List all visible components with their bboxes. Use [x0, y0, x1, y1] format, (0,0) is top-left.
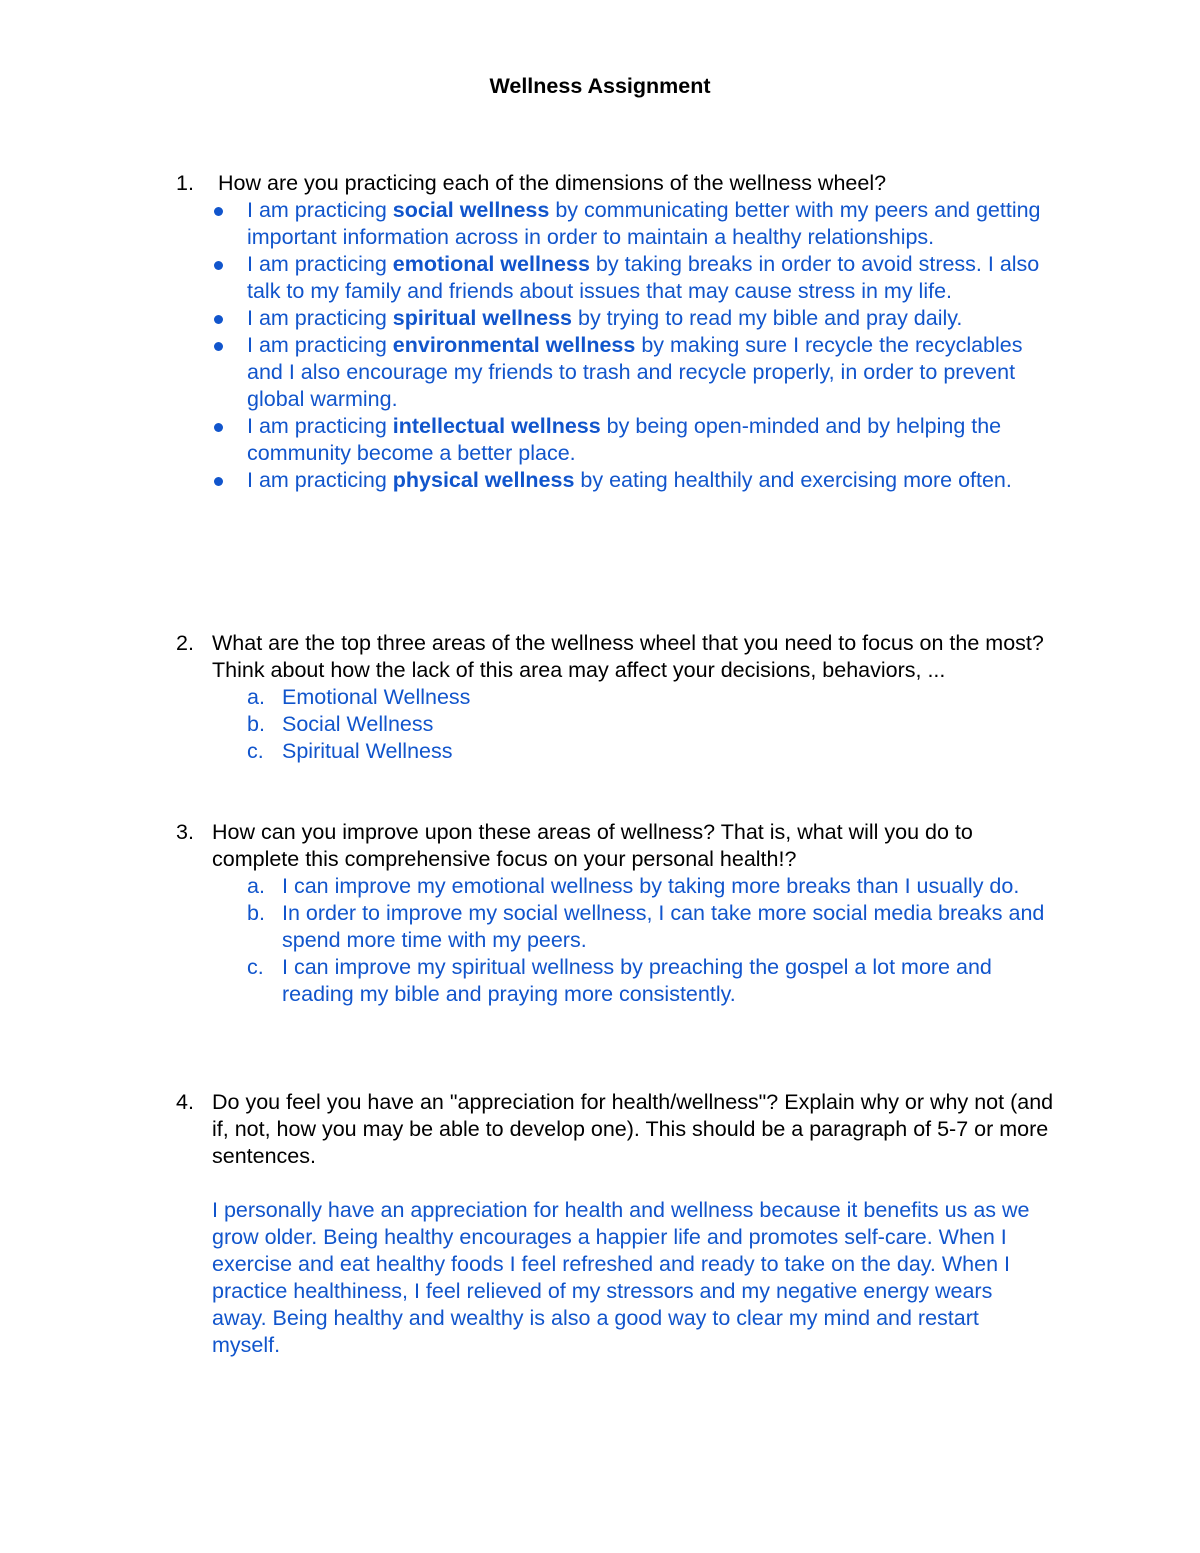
bullet-icon [214, 207, 223, 216]
list-item: c. I can improve my spiritual wellness by preaching the gospel a lot more and reading my bible and praying more consistently. [247, 955, 992, 1006]
bullet-icon [214, 342, 223, 351]
answer-paragraph: I personally have an appreciation for health and wellness because it benefits us as we grow older. Being healthy encourages a happier life and promotes self-care. When I exercise and eat healthy foods I feel refreshed and ready to take on the day. When I practice healthiness, I feel relieved of my stressors and my negative energy wears away. Being healthy and wealthy is also a good way to clear my mind and restart myself. [212, 1198, 1030, 1357]
list-item: a. Emotional Wellness [247, 685, 471, 709]
question-text: How are you practicing each of the dimensions of the wellness wheel? [218, 171, 887, 195]
question-number: 4. [176, 1090, 194, 1114]
list-item: b. Social Wellness [247, 712, 434, 736]
question-number: 2. [176, 631, 194, 655]
list-item: I am practicing emotional wellness by taking breaks in order to avoid stress. I also talk to my family and friends about issues that may cause stress in my life. [176, 251, 1047, 305]
list-item: I am practicing spiritual wellness by trying to read my bible and pray daily. [176, 305, 987, 332]
list-item: I am practicing social wellness by communicating better with my peers and getting important information across in order to maintain a healthy relationships. [176, 197, 1047, 251]
question-text: What are the top three areas of the wellness wheel that you need to focus on the most? Think about how the lack of this area may affect your decisions, behaviors, ... [212, 631, 1044, 682]
bullet-list [176, 197, 1076, 494]
bullet-icon [214, 477, 223, 486]
question-2 [176, 630, 1076, 765]
question-1 [176, 170, 1076, 494]
lettered-list [176, 873, 1076, 1008]
list-item: I am practicing environmental wellness by making sure I recycle the recyclables and I also encourage my friends to trash and recycle properly, in order to prevent global warming. [176, 332, 1047, 413]
lettered-list [176, 684, 1076, 765]
question-text: How can you improve upon these areas of wellness? That is, what will you do to complete this comprehensive focus on your personal health!? [212, 820, 973, 871]
list-item: I am practicing physical wellness by eating healthily and exercising more often. [176, 467, 1047, 494]
list-item: b. In order to improve my social wellness, I can take more social media breaks and spend more time with my peers. [247, 901, 1045, 952]
bullet-icon [214, 261, 223, 270]
question-text: Do you feel you have an "appreciation for health/wellness"? Explain why or why not (and if, not, how you may be able to develop one). This should be a paragraph of 5-7 or more sentences. [212, 1090, 1054, 1168]
bullet-icon [214, 423, 223, 432]
list-item: a. I can improve my emotional wellness by taking more breaks than I usually do. [247, 874, 1020, 898]
list-item: I am practicing intellectual wellness by being open-minded and by helping the community become a better place. [176, 413, 1047, 467]
question-3 [176, 819, 1076, 1008]
page-title: Wellness Assignment [489, 74, 711, 98]
bullet-icon [214, 315, 223, 324]
list-item: c. Spiritual Wellness [247, 739, 453, 763]
question-number: 3. [176, 820, 194, 844]
question-4 [176, 1089, 1076, 1359]
question-number: 1. [176, 171, 194, 195]
